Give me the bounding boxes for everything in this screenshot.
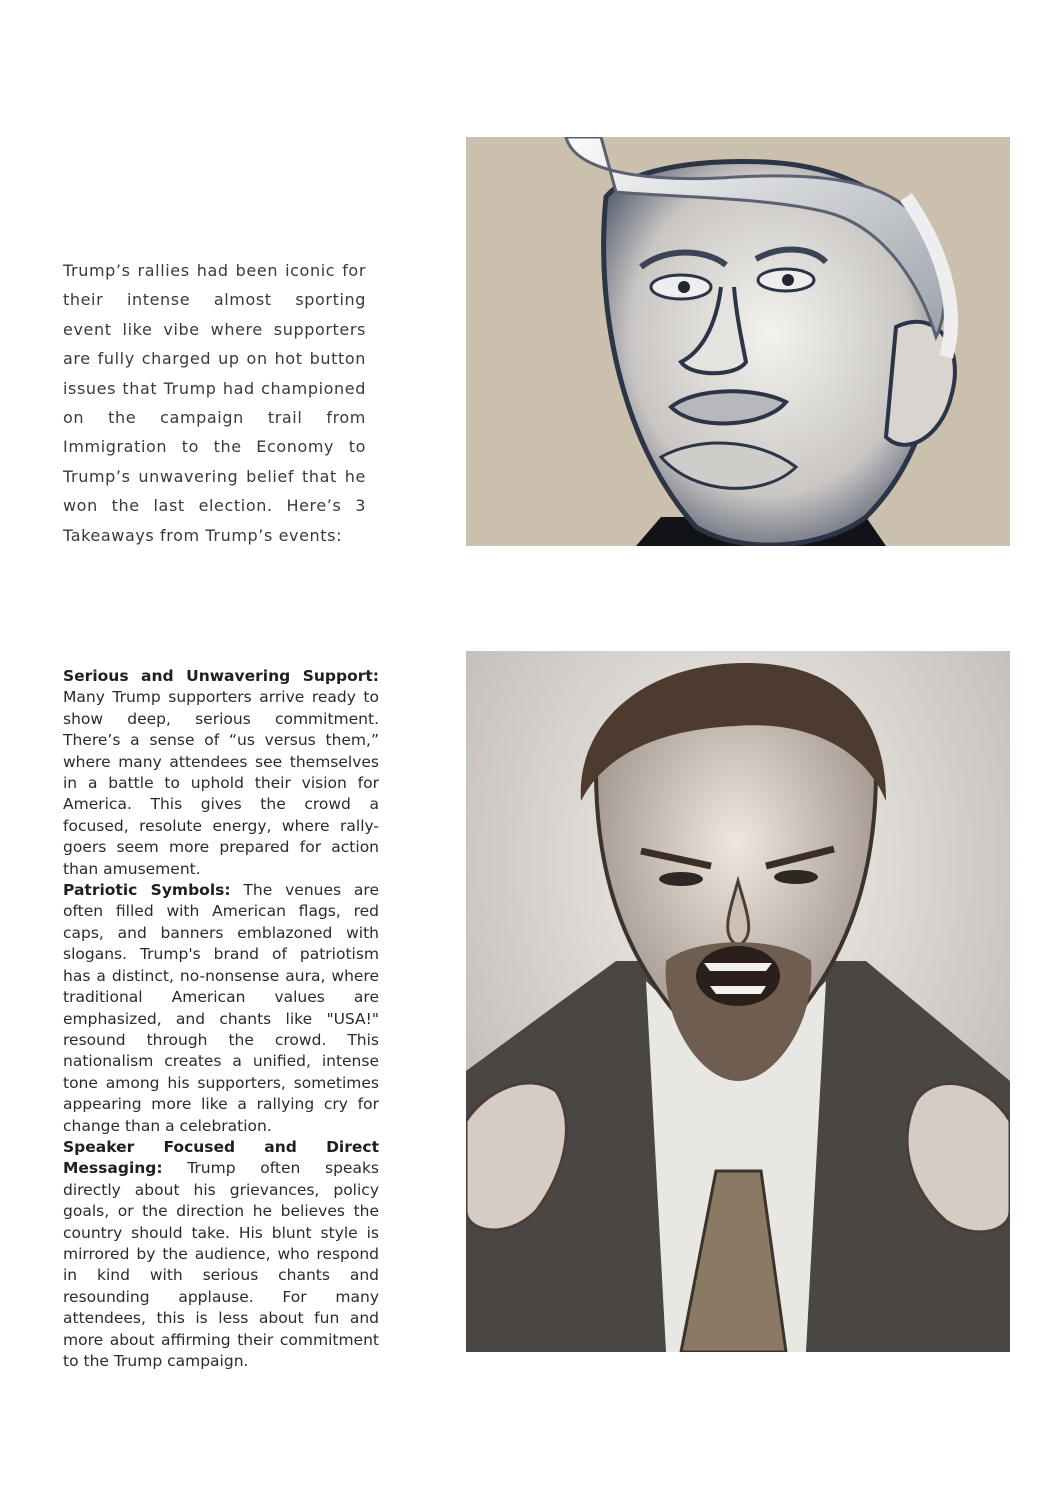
angry-supporter-illustration [466, 651, 1010, 1352]
takeaway-2-body: The venues are often filled with American flags, red caps, and banners emblazoned with slogans. Trump's brand of patriotism has a distinct, no-nonsense aura, where traditional American values are emphasized, and chants like "USA!" resound through the crowd. This nationalism creates a unified, intense tone among his supporters, sometimes appearing more like a rallying cry for change than a celebration. [63, 881, 379, 1135]
takeaways-text [63, 666, 379, 1372]
takeaway-3 [63, 1137, 379, 1372]
intro-paragraph: Trump’s rallies had been iconic for their intense almost sporting event like vibe where supporters are fully charged up on hot button issues that Trump had championed on the campaign trail from Immigration to the Economy to Trump’s unwavering belief that he won the last election. Here’s 3 Takeaways from Trump’s events: [63, 261, 366, 545]
takeaway-2 [63, 880, 379, 1137]
caricature-illustration [466, 137, 1010, 546]
takeaway-3-heading: Speaker Focused and Direct Messaging: [63, 1137, 379, 1178]
takeaway-1 [63, 666, 379, 880]
takeaway-2-heading: Patriotic Symbols: [63, 881, 231, 900]
takeaway-1-body: Many Trump supporters arrive ready to show deep, serious commitment. There’s a sense of “us versus them,” where many attendees see themselves in a battle to uphold their vision for America. This gives the crowd a focused, resolute energy, where rally-goers seem more prepared for action than amusement. [63, 688, 379, 878]
takeaway-1-heading: Serious and Unwavering Support: [63, 667, 379, 685]
takeaway-3-body: Trump often speaks directly about his grievances, policy goals, or the direction he believes the country should take. His blunt style is mirrored by the audience, who respond in kind with serious chants and resounding applause. For many attendees, this is less about fun and more about affirming their commitment to the Trump campaign. [63, 1159, 379, 1370]
